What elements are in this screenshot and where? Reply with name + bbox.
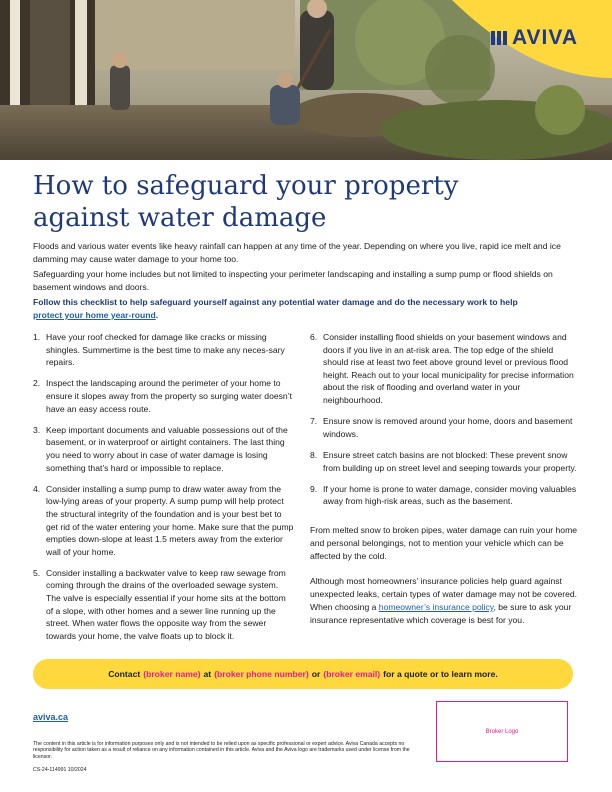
list-number: 7. bbox=[310, 416, 318, 427]
list-text: Keep important documents and valuable possessions out of the basement, or in waterproof or airtight containers. The last thing you need to worry about in case of water damage is losing something that’s hard or impossible to replace. bbox=[46, 424, 288, 473]
list-item bbox=[33, 331, 295, 369]
checklist-right bbox=[310, 331, 578, 517]
contact-or: or bbox=[311, 669, 321, 679]
contact-suffix: for a quote or to learn more. bbox=[383, 669, 498, 679]
list-number: 2. bbox=[33, 378, 41, 389]
logo-area bbox=[452, 0, 612, 78]
list-item bbox=[33, 424, 295, 474]
list-item bbox=[33, 567, 295, 643]
broker-name-placeholder: (broker name) bbox=[143, 669, 201, 679]
broker-email-placeholder: (broker email) bbox=[323, 669, 381, 679]
list-text: Consider installing flood shields on your basement windows and doors if you live in an at-risk area. The top edge of the shield should rise at least two feet above ground level or previous flood height. Reach out to your local municipality for precise information about the risk of flooding and overland water in your neighbourhood. bbox=[323, 332, 574, 405]
list-text: Consider installing a backwater valve to keep raw sewage from coming through the drains of the overloaded sewage system. The valve is especially essential if your home sits at the bottom of a slope, with other homes and a sewer line running up the street. When water flows the opposite way from the sewer towards your home, the valve floats up to block it. bbox=[46, 567, 286, 641]
contact-prefix: Contact bbox=[108, 669, 141, 679]
list-text: Ensure snow is removed around your home, doors and basement windows. bbox=[323, 416, 573, 439]
website-link[interactable]: aviva.ca bbox=[33, 712, 69, 722]
disclaimer: The content in this article is for information purposes only and is not intended to be relied upon as specific professional or expert advice. Aviva Canada accepts no responsibility for action taken as a result of reliance on any information contained in this article. Aviva and the Aviva logo are trademarks used under license from the licensor. bbox=[33, 741, 410, 760]
list-item bbox=[33, 377, 295, 415]
protect-home-link[interactable]: protect your home year-round bbox=[33, 310, 156, 320]
insurance-paragraph bbox=[310, 575, 578, 627]
broker-logo-label: Broker Logo bbox=[485, 728, 519, 735]
logo-text: AVIVA bbox=[511, 26, 578, 49]
list-number: 9. bbox=[310, 483, 318, 494]
document-code: CS-24-114991 10/2024 bbox=[33, 767, 87, 773]
list-item bbox=[310, 449, 578, 474]
insurance-policy-link[interactable]: homeowner’s insurance policy bbox=[378, 602, 494, 612]
list-text: Ensure street catch basins are not blocked: These prevent snow from building up on street level and seeping towards your property. bbox=[323, 449, 577, 473]
list-text: Inspect the landscaping around the perimeter of your home to ensure it slopes away from the property so surging water doesn’t have an easy access route. bbox=[46, 378, 293, 414]
list-item bbox=[310, 483, 578, 508]
intro-paragraph-1: Floods and various water events like heavy rainfall can happen at any time of the year. Depending on where you live, rapid ice melt and ice damming may cause water damage to your home too. bbox=[33, 241, 561, 264]
list-item bbox=[310, 415, 578, 440]
checklist-left bbox=[33, 331, 295, 651]
list-number: 8. bbox=[310, 449, 318, 460]
intro-paragraph-2: Safeguarding your home includes but not limited to inspecting your perimeter landscaping and installing a sump pump or flood shields on basement windows and doors. bbox=[33, 269, 553, 292]
insurance-text-end: , be sure to ask your insurance representative which coverage is best for you. bbox=[310, 602, 572, 625]
list-number: 3. bbox=[33, 424, 41, 435]
intro-cta-end: . bbox=[155, 310, 159, 320]
damage-paragraph: From melted snow to broken pipes, water damage can ruin your home and personal belongings, not to mention your vehicle which can be affected by the cold. bbox=[310, 525, 578, 561]
list-number: 1. bbox=[33, 332, 41, 342]
list-number: 5. bbox=[33, 567, 41, 578]
list-text: Have your roof checked for damage like cracks or missing shingles. Summertime is the best time to make any neces-sary repairs. bbox=[46, 332, 285, 368]
list-number: 4. bbox=[33, 483, 41, 494]
list-number: 6. bbox=[310, 332, 318, 342]
insurance-text-start: Although most homeowners’ insurance policies help guard against unexpected leaks, certain types of water damage may not be covered. When choosing a bbox=[310, 576, 578, 612]
intro-paragraph-3 bbox=[33, 296, 585, 322]
contact-banner bbox=[33, 659, 573, 689]
aviva-mark-icon bbox=[490, 29, 508, 47]
list-text: If your home is prone to water damage, consider moving valuables away from high-risk areas, such as the basement. bbox=[323, 483, 577, 507]
page-title: How to safeguard your property against water damage bbox=[33, 171, 459, 233]
intro-cta-text: Follow this checklist to help safeguard yourself against any potential water damage and do the necessary work to help bbox=[33, 297, 518, 307]
list-item bbox=[33, 483, 295, 559]
broker-phone-placeholder: (broker phone number) bbox=[214, 669, 309, 679]
aviva-logo[interactable] bbox=[490, 26, 578, 50]
broker-logo-placeholder bbox=[436, 701, 568, 762]
contact-at: at bbox=[203, 669, 212, 679]
list-item bbox=[310, 331, 578, 407]
list-text: Consider installing a sump pump to draw water away from the low-lying areas of your property. A sump pump will help protect the structural integrity of the foundation and is your best bet to get rid of the water entering your home. Make sure that the pump empties down-slope at least 1.5 meters away from the exterior wall of your home. bbox=[46, 483, 294, 557]
